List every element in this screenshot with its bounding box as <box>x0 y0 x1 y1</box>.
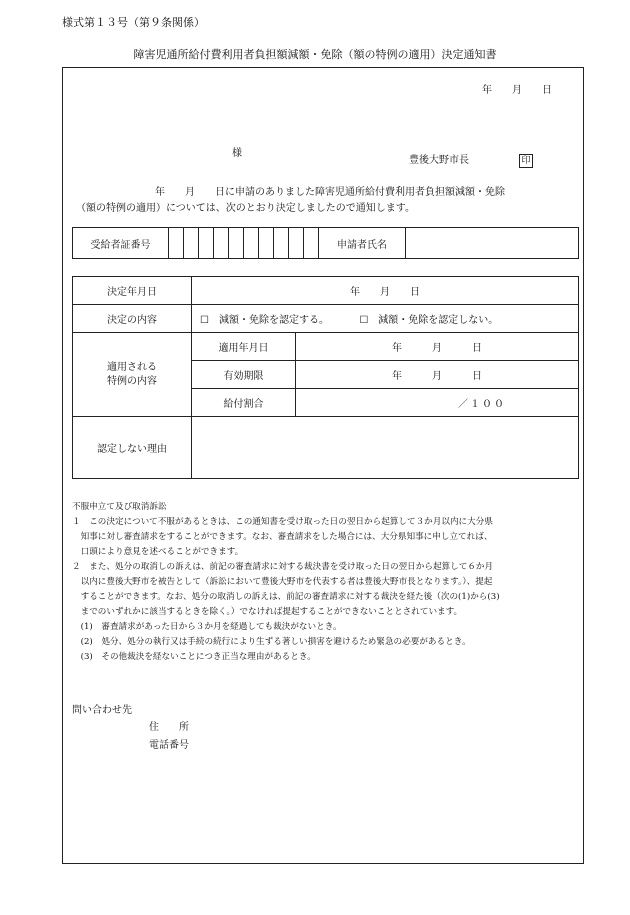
reject-reason-label: 認定しない理由 <box>73 417 192 479</box>
contact-address-label: 住 所 <box>149 722 189 733</box>
notes-line: (1) 審査請求があった日から３か月を経過しても裁決がないとき。 <box>72 622 342 632</box>
valid-period-label: 有効期限 <box>192 361 296 389</box>
decision-table <box>72 276 579 479</box>
contact-phone-label: 電話番号 <box>149 740 189 751</box>
form-number: 様式第１３号（第９条関係） <box>62 16 205 29</box>
recipient-no-digit[interactable] <box>304 228 319 259</box>
issuer-name: 豊後大野市長 印 <box>409 151 533 168</box>
applicant-name-field[interactable] <box>406 228 579 259</box>
approve-checkbox[interactable]: ☐ 減額・免除を認定する。 <box>200 315 329 326</box>
notes-line: 知事に対し審査請求をすることができます。なお、審査請求をした場合には、大分県知事に申し立てれば、 <box>72 532 493 542</box>
intro-line-2: （額の特例の適用）については、次のとおり決定しましたので通知します。 <box>76 203 415 214</box>
document-title: 障害児通所給付費利用者負担額減額・免除（額の特例の適用）決定通知書 <box>133 48 497 61</box>
recipient-no-digit[interactable] <box>229 228 244 259</box>
notes-line: １ この決定について不服があるときは、この通知書を受け取った日の翌日から起算して３か月以内に大分県 <box>72 517 493 527</box>
intro-line-1: 年 月 日に申請のありました障害児通所給付費利用者負担額減額・免除 <box>155 187 505 198</box>
benefit-ratio-label: 給付割合 <box>192 389 296 417</box>
recipient-no-digit[interactable] <box>214 228 229 259</box>
notes-line: することができます。なお、処分の取消しの訴えは、前記の審査請求に対する裁決を経た後（次の(1)から(3) <box>72 592 500 602</box>
notes-line: ２ また、処分の取消しの訴えは、前記の審査請求に対する裁決書を受け取った日の翌日から起算して６か月 <box>72 562 494 572</box>
decision-date-value[interactable]: 年 月 日 <box>192 277 579 305</box>
recipient-no-digit[interactable] <box>199 228 214 259</box>
decision-date-label: 決定年月日 <box>73 277 192 305</box>
notes-line: 口頭により意見を述べることができます。 <box>72 547 244 557</box>
recipient-no-digit[interactable] <box>244 228 259 259</box>
recipient-no-digit[interactable] <box>184 228 199 259</box>
notes-line: (2) 処分、処分の執行又は手続の続行により生ずる著しい損害を避けるため緊急の必要があるとき。 <box>72 637 471 647</box>
valid-period-value[interactable]: 年 月 日 <box>296 361 579 389</box>
reject-checkbox[interactable]: ☐ 減額・免除を認定しない。 <box>359 315 499 326</box>
decision-content-label: 決定の内容 <box>73 305 192 333</box>
issue-date: 年 月 日 <box>482 85 552 96</box>
notes-line: 以内に豊後大野市を被告として（訴訟において豊後大野市を代表する者は豊後大野市長となります。）、提起 <box>72 577 493 587</box>
applicant-name-label: 申請者氏名 <box>319 228 406 259</box>
notes-heading: 不服申立て及び取消訴訟 <box>72 502 167 512</box>
benefit-ratio-value[interactable]: ／１００ <box>296 389 579 417</box>
recipient-table <box>72 227 579 259</box>
reject-reason-field[interactable] <box>192 417 579 479</box>
recipient-no-digit[interactable] <box>274 228 289 259</box>
appeal-notes <box>72 500 577 665</box>
recipient-no-label: 受給者証番号 <box>73 228 169 259</box>
decision-content-options <box>192 305 579 333</box>
contact-heading: 問い合わせ先 <box>72 705 132 716</box>
apply-date-label: 適用年月日 <box>192 333 296 361</box>
recipient-no-digit[interactable] <box>169 228 184 259</box>
apply-date-value[interactable]: 年 月 日 <box>296 333 579 361</box>
special-content-label: 適用される 特例の内容 <box>73 333 192 417</box>
seal-mark: 印 <box>519 154 533 168</box>
addressee-suffix: 様 <box>232 148 242 159</box>
recipient-no-digit[interactable] <box>289 228 304 259</box>
recipient-no-digit[interactable] <box>259 228 274 259</box>
notes-line: (3) その他裁決を経ないことにつき正当な理由があるとき。 <box>72 652 316 662</box>
notes-line: までのいずれかに該当するときを除く。）でなければ提起することができないこととされています。 <box>72 607 463 617</box>
